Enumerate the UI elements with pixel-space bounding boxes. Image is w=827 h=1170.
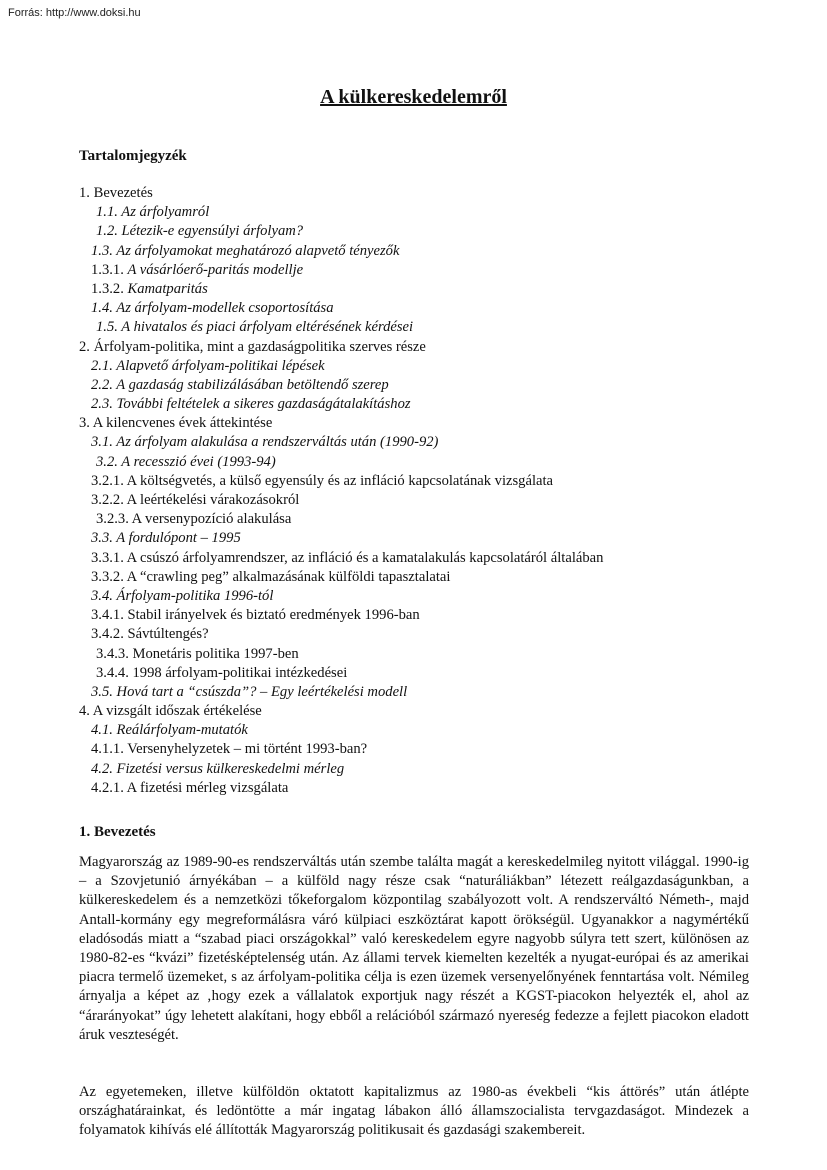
toc-entry [79,261,759,280]
toc-entry: 2. Árfolyam-politika, mint a gazdaságpolitika szerves része [79,338,426,355]
toc-entry: 3.1. Az árfolyam alakulása a rendszerváltás után (1990-92) [91,434,439,451]
toc-entry: 3.2.3. A versenypozíció alakulása [96,511,292,528]
toc-entry: 3.5. Hová tart a “csúszda”? – Egy leértékelési modell [91,683,408,700]
toc-entry: 2.1. Alapvető árfolyam-politikai lépések [91,357,325,374]
toc-entry: 4.1.1. Versenyhelyzetek – mi történt 1993-ban? [91,741,368,758]
toc-entry: 1.5. A hivatalos és piaci árfolyam eltérésének kérdései [96,319,414,336]
toc-entry: 1.2. Létezik-e egyensúlyi árfolyam? [96,223,304,240]
toc-entry: 3.4. Árfolyam-politika 1996-tól [91,587,274,604]
toc-entry: 1.4. Az árfolyam-modellek csoportosítása [91,300,334,317]
source-line: Forrás: http://www.doksi.hu [8,7,141,19]
toc-entry: 4.1. Reálárfolyam-mutatók [91,722,248,739]
toc-entry-number: 1.3.1. [91,261,128,278]
toc-entry-title: Kamatparitás [127,280,208,297]
toc-entry-title: A vásárlóerő-paritás modellje [127,261,304,278]
toc-entry: 1.3. Az árfolyamokat meghatározó alapvető tényezők [91,242,400,259]
toc-entry: 3.3. A fordulópont – 1995 [91,530,241,547]
toc-entry: 3.4.4. 1998 árfolyam-politikai intézkedései [96,664,348,681]
toc-entry: 4. A vizsgált időszak értékelése [79,703,262,720]
toc-entry: 3.4.3. Monetáris politika 1997-ben [96,645,299,662]
paragraph: Az egyetemeken, illetve külföldön oktatott kapitalizmus az 1980-as évekbeli “kis áttörés” után átlépte országhatárainkat, és ledöntötte a már ingatag lábakon álló államszocialista tervgazdaságot. Mindezek a folyamatok kihívás elé állították Magyarország politikusait és gazdasági szakembereit. [79,1084,749,1139]
section-heading: 1. Bevezetés [79,824,156,840]
toc-entry: 2.3. További feltételek a sikeres gazdaságátalakításhoz [91,396,411,413]
toc-entry [79,280,759,299]
toc-entry: 4.2. Fizetési versus külkereskedelmi mérleg [91,760,345,777]
toc-heading: Tartalomjegyzék [79,148,187,164]
toc-entry: 1.1. Az árfolyamról [96,204,210,221]
toc-entry: 3.2.1. A költségvetés, a külső egyensúly és az infláció kapcsolatának vizsgálata [91,472,554,489]
table-of-contents [79,184,759,798]
toc-entry: 3.2.2. A leértékelési várakozásokról [91,492,300,508]
toc-entry: 3.3.2. A “crawling peg” alkalmazásának külföldi tapasztalatai [91,568,451,585]
toc-entry-number: 1.3.2. [91,280,128,297]
document-title: A külkereskedelemről [320,86,507,108]
toc-entry: 3.4.1. Stabil irányelvek és biztató eredmények 1996-ban [91,607,420,624]
toc-entry: 1. Bevezetés [79,185,153,201]
toc-entry: 3.4.2. Sávtúltengés? [91,626,209,643]
toc-entry: 2.2. A gazdaság stabilizálásában betöltendő szerep [91,376,389,393]
paragraph: Magyarország az 1989-90-es rendszerváltás után szembe találta magát a kereskedelmileg nyitott világgal. 1990-ig – a Szovjetunió árnyékában – a külföld nagy része csak “naturáliákban” létezett reálgazdaságunkban, a külkereskedelem és a nemzetközi tőkeforgalom központilag szabályozott volt. A rendszerváltó Németh-, majd Antall-kormány egy megreformálásra váró külpiaci eszköztárat kapott örökségül. Ugyanakkor a nagymértékű eladósodás miatt a “szabad piaci országokkal” való kereskedelem egyre nagyobb súlyra tett szert, különösen az 1980-82-es “kvázi” fizetésképtelenség után. Az állami tervek kiemelten kezelték a nyugat-európai és az amerikai piacra termelő üzemeket, s az árfolyam-politika célja is ezen üzemek versenyelőnyének fenntartása volt. Némileg árnyalja a képet az ‚hogy ezek a vállalatok exportjuk nagy részét a KGST-piacokon helyezték el, ahol az “árarányokat” úgy lehetett alakítani, hogy ebből a relációból származó nyereség fedezze a fejlett piacokon eladott áruk veszteségét. [79,854,749,1043]
toc-entry: 3.2. A recesszió évei (1993-94) [96,453,276,470]
toc-entry: 3. A kilencvenes évek áttekintése [79,415,273,432]
toc-entry: 4.2.1. A fizetési mérleg vizsgálata [91,779,289,796]
toc-entry: 3.3.1. A csúszó árfolyamrendszer, az infláció és a kamatalakulás kapcsolatáról általában [91,549,604,566]
